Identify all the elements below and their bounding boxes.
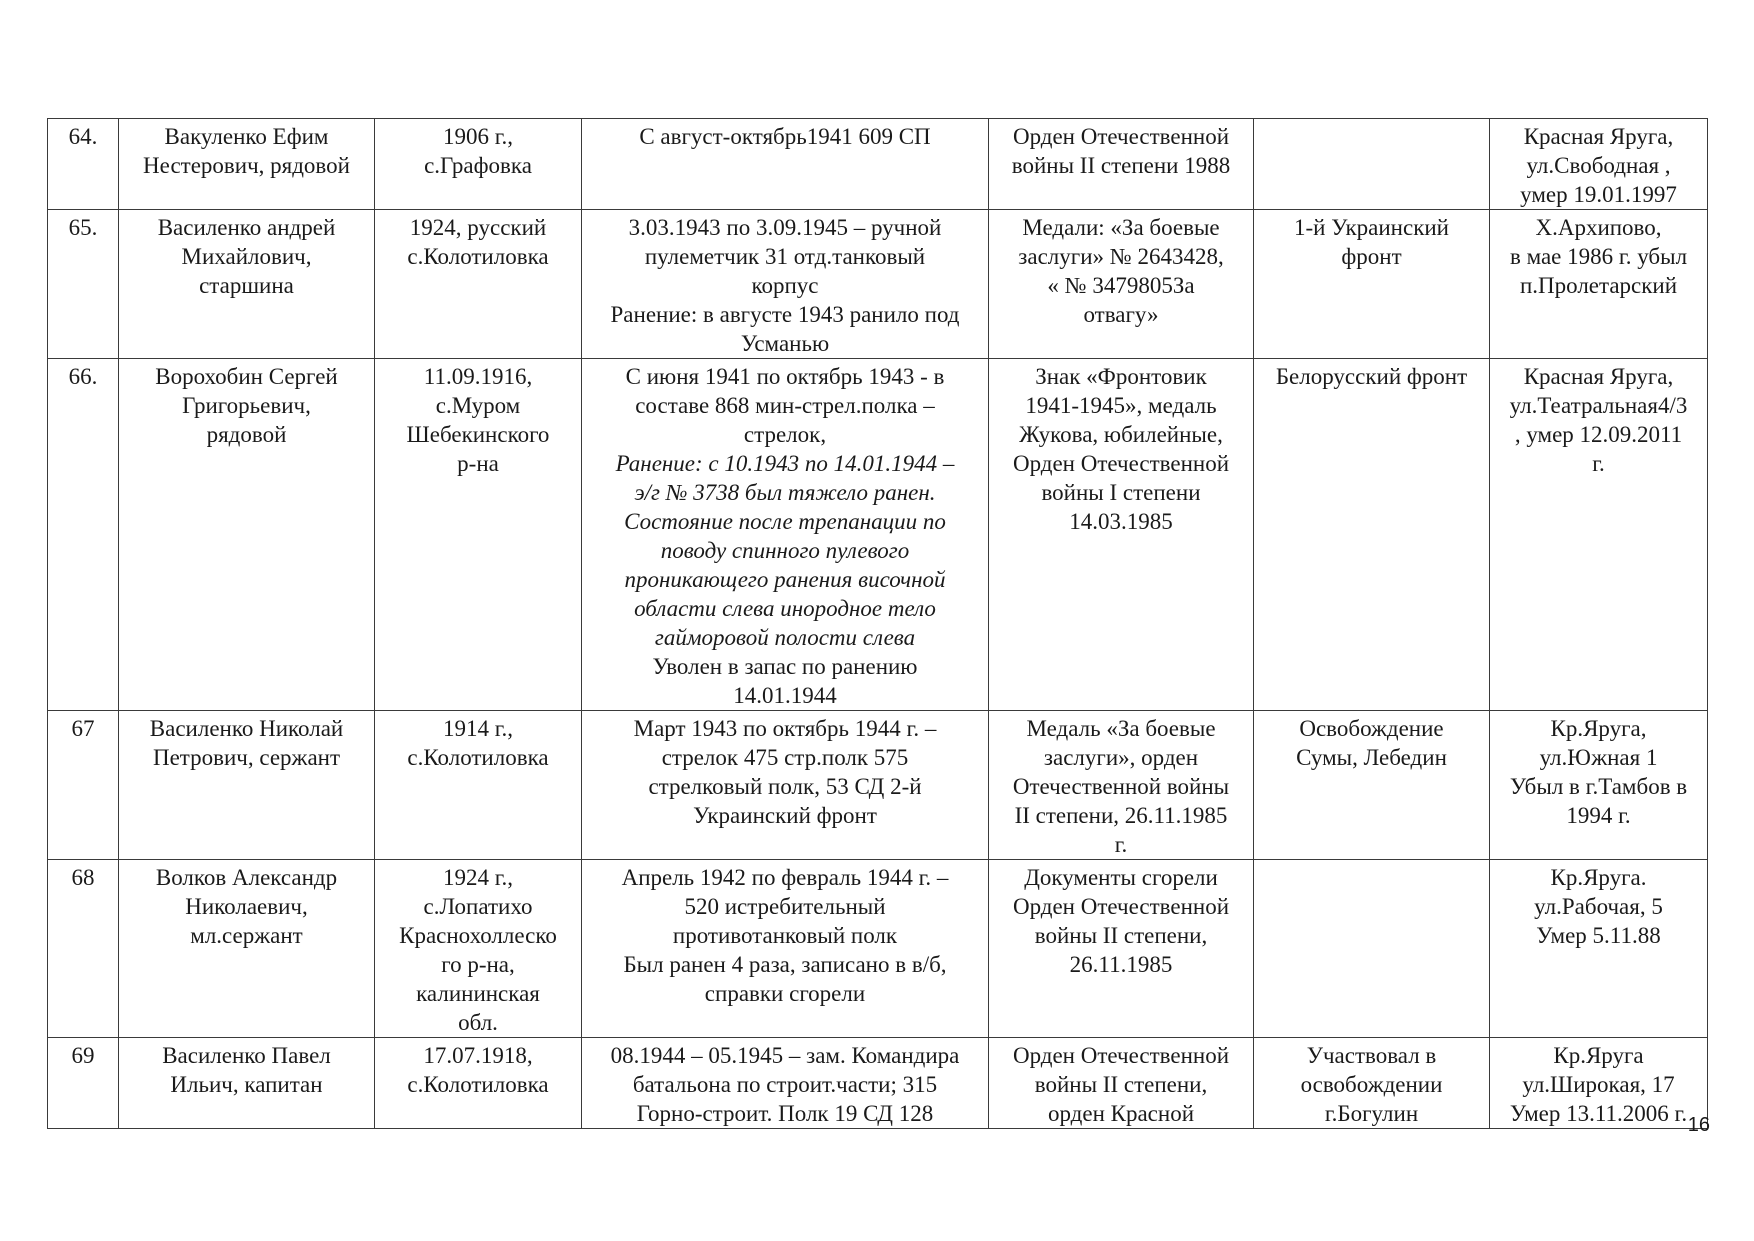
cell-line: ул.Южная 1 [1539,745,1658,770]
cell-line: р-на [457,451,499,476]
cell-line: Был ранен 4 раза, записано в в/б, [623,952,947,977]
cell-line: пулеметчик 31 отд.танковый [644,244,926,269]
cell-line: Уволен в запас по ранению [652,654,918,679]
residence-cell [1490,711,1708,860]
cell-line: 1994 г. [1566,803,1631,828]
front-cell [1254,860,1490,1038]
cell-line: Григорьевич, [182,393,311,418]
cell-line: 1941-1945», медаль [1025,393,1217,418]
birth-info-cell [375,860,582,1038]
veterans-table [47,118,1708,1129]
cell-line: г.Богулин [1324,1101,1419,1126]
cell-line: Орден Отечественной [1012,894,1230,919]
cell-line: Орден Отечественной [1012,451,1230,476]
cell-line: освобождении [1300,1072,1443,1097]
name-rank-cell [119,359,375,711]
table-row [48,1038,1708,1129]
cell-line: войны I степени [1041,480,1201,505]
cell-line: ул.Широкая, 17 [1522,1072,1675,1097]
cell-line: Николаевич, [185,894,308,919]
cell-line: 3.03.1943 по 3.09.1945 – ручной [628,215,942,240]
cell-line: 1914 г., [442,716,514,741]
service-history-cell [582,359,989,711]
cell-line: войны II степени 1988 [1011,153,1231,178]
cell-line: Петрович, сержант [152,745,341,770]
front-cell [1254,210,1490,359]
table-row [48,359,1708,711]
cell-line: справки сгорели [704,981,866,1006]
cell-line: стрелок, [743,422,827,447]
name-rank-cell [119,210,375,359]
cell-line: го р-на, [441,952,515,977]
cell-line: Освобождение [1299,716,1444,741]
cell-line: 08.1944 – 05.1945 – зам. Командира [610,1043,960,1068]
name-rank-cell [119,860,375,1038]
cell-line: 1924, русский [409,215,547,240]
cell-line: Жукова, юбилейные, [1019,422,1223,447]
cell-line: « № 3479805За [1047,273,1195,298]
cell-line: орден Красной [1047,1101,1195,1126]
cell-line: отвагу» [1083,302,1159,327]
service-history-cell [582,860,989,1038]
cell-line: области слева инородное тело [634,596,936,621]
cell-line: заслуги» № 2643428, [1018,244,1224,269]
cell-line: Белорусский фронт [1275,364,1468,389]
cell-line: С август-октябрь1941 609 СП [639,124,931,149]
cell-line: с.Муром [435,393,521,418]
record-number: 64. [68,124,98,149]
cell-line: Апрель 1942 по февраль 1944 г. – [621,865,949,890]
cell-line: Василенко Николай [149,716,344,741]
service-history-cell [582,1038,989,1129]
cell-line: Медаль «За боевые [1026,716,1216,741]
cell-line: Василенко Павел [162,1043,331,1068]
cell-line: Краснохоллеско [399,923,557,948]
cell-line: стрелковый полк, 53 СД 2-й [648,774,922,799]
cell-line: 14.03.1985 [1069,509,1173,534]
cell-line: 17.07.1918, [423,1043,533,1068]
cell-line: Вакуленко Ефим [164,124,329,149]
cell-line: Орден Отечественной [1012,124,1230,149]
cell-line: батальона по строит.части; 315 [632,1072,938,1097]
cell-line: , умер 12.09.2011 [1514,422,1683,447]
record-number: 65. [68,215,98,240]
cell-line: Михайлович, [181,244,312,269]
table-body [48,119,1708,1129]
cell-line: Волков Александр [155,865,338,890]
cell-line: 1906 г., [442,124,514,149]
cell-line: обл. [458,1010,498,1035]
cell-line: с.Лопатихо [423,894,533,919]
cell-line: Медали: «За боевые [1022,215,1220,240]
awards-cell [989,860,1254,1038]
record-number-cell [48,860,119,1038]
birth-info-cell [375,1038,582,1129]
cell-line: противотанковый полк [672,923,898,948]
service-history-cell [582,210,989,359]
name-rank-cell [119,711,375,860]
service-history-cell [582,711,989,860]
cell-line: Орден Отечественной [1012,1043,1230,1068]
cell-line: С июня 1941 по октябрь 1943 - в [625,364,945,389]
cell-line: Усманью [740,331,830,356]
table-row [48,711,1708,860]
cell-line: п.Пролетарский [1519,273,1678,298]
name-rank-cell [119,119,375,210]
cell-line: Кр.Яруга [1553,1043,1644,1068]
cell-line: старшина [199,273,294,298]
page-number: 16 [1687,1114,1710,1136]
cell-line: Ранение: с 10.1943 по 14.01.1944 – [615,451,955,476]
record-number-cell [48,1038,119,1129]
cell-line: заслуги», орден [1043,745,1199,770]
cell-line: ул.Рабочая, 5 [1534,894,1663,919]
table-row [48,119,1708,210]
cell-line: гайморовой полости слева [654,625,916,650]
cell-line: калининская [416,981,540,1006]
record-number: 66. [68,364,98,389]
cell-line: II степени, 26.11.1985 [1014,803,1228,828]
record-number: 68 [71,865,95,890]
name-rank-cell [119,1038,375,1129]
record-number-cell [48,359,119,711]
cell-line: с.Графовка [424,153,532,178]
cell-line: Знак «Фронтовик [1035,364,1207,389]
cell-line: Красная Яруга, [1523,364,1674,389]
cell-line: Участвовал в [1306,1043,1437,1068]
cell-line: Документы сгорели [1024,865,1218,890]
cell-line: Сумы, Лебедин [1296,745,1447,770]
birth-info-cell [375,359,582,711]
cell-line: войны II степени, [1034,1072,1208,1097]
cell-line: войны II степени, [1034,923,1208,948]
residence-cell [1490,210,1708,359]
cell-line: Ворохобин Сергей [155,364,338,389]
table-row [48,210,1708,359]
cell-line: проникающего ранения височной [624,567,946,592]
cell-line: 1-й Украинский [1294,215,1449,240]
cell-line: Нестерович, рядовой [143,153,350,178]
cell-line: Горно-строит. Полк 19 СД 128 [636,1101,934,1126]
cell-line: Ранение: в августе 1943 ранило под [610,302,960,327]
table-row [48,860,1708,1038]
cell-line: ул.Театральная4/3 [1509,393,1688,418]
birth-info-cell [375,210,582,359]
awards-cell [989,1038,1254,1129]
cell-line: 11.09.1916, [423,364,533,389]
cell-line: стрелок 475 стр.полк 575 [661,745,909,770]
residence-cell [1490,119,1708,210]
cell-line: в мае 1986 г. убыл [1509,244,1688,269]
cell-line: г. [1114,832,1128,857]
record-number-cell [48,711,119,860]
awards-cell [989,711,1254,860]
cell-line: ул.Свободная , [1526,153,1671,178]
cell-line: Кр.Яруга, [1550,716,1647,741]
birth-info-cell [375,711,582,860]
cell-line: Умер 5.11.88 [1536,923,1661,948]
awards-cell [989,210,1254,359]
cell-line: Ильич, капитан [170,1072,323,1097]
cell-line: г. [1592,451,1605,476]
front-cell [1254,711,1490,860]
cell-line: рядовой [206,422,287,447]
front-cell [1254,359,1490,711]
cell-line: с.Колотиловка [407,244,549,269]
record-number-cell [48,119,119,210]
cell-line: Отечественной войны [1012,774,1230,799]
cell-line: поводу спинного пулевого [660,538,910,563]
cell-line: 520 истребительный [684,894,886,919]
cell-line: Умер 13.11.2006 г. [1509,1101,1688,1126]
awards-cell [989,359,1254,711]
cell-line: Март 1943 по октябрь 1944 г. – [633,716,937,741]
cell-line: корпус [751,273,819,298]
birth-info-cell [375,119,582,210]
record-number: 69 [71,1043,95,1068]
cell-line: 1924 г., [442,865,514,890]
cell-line: Василенко андрей [157,215,336,240]
cell-line: э/г № 3738 был тяжело ранен. [634,480,936,505]
cell-line: Состояние после трепанации по [624,509,946,534]
cell-line: с.Колотиловка [407,745,549,770]
cell-line: составе 868 мин-стрел.полка – [635,393,935,418]
cell-line: Шебекинского [406,422,550,447]
residence-cell [1490,359,1708,711]
cell-line: фронт [1341,244,1402,269]
cell-line: Украинский фронт [693,803,877,828]
cell-line: с.Колотиловка [407,1072,549,1097]
cell-line: умер 19.01.1997 [1520,182,1677,207]
front-cell [1254,119,1490,210]
record-number-cell [48,210,119,359]
cell-line: 14.01.1944 [733,683,837,708]
record-number: 67 [71,716,95,741]
cell-line: Красная Яруга, [1523,124,1674,149]
cell-line: мл.сержант [190,923,303,948]
cell-line: 26.11.1985 [1069,952,1173,977]
awards-cell [989,119,1254,210]
residence-cell [1490,860,1708,1038]
front-cell [1254,1038,1490,1129]
cell-line: Х.Архипово, [1535,215,1662,240]
cell-line: Кр.Яруга. [1550,865,1647,890]
cell-line: Убыл в г.Тамбов в [1509,774,1688,799]
service-history-cell [582,119,989,210]
